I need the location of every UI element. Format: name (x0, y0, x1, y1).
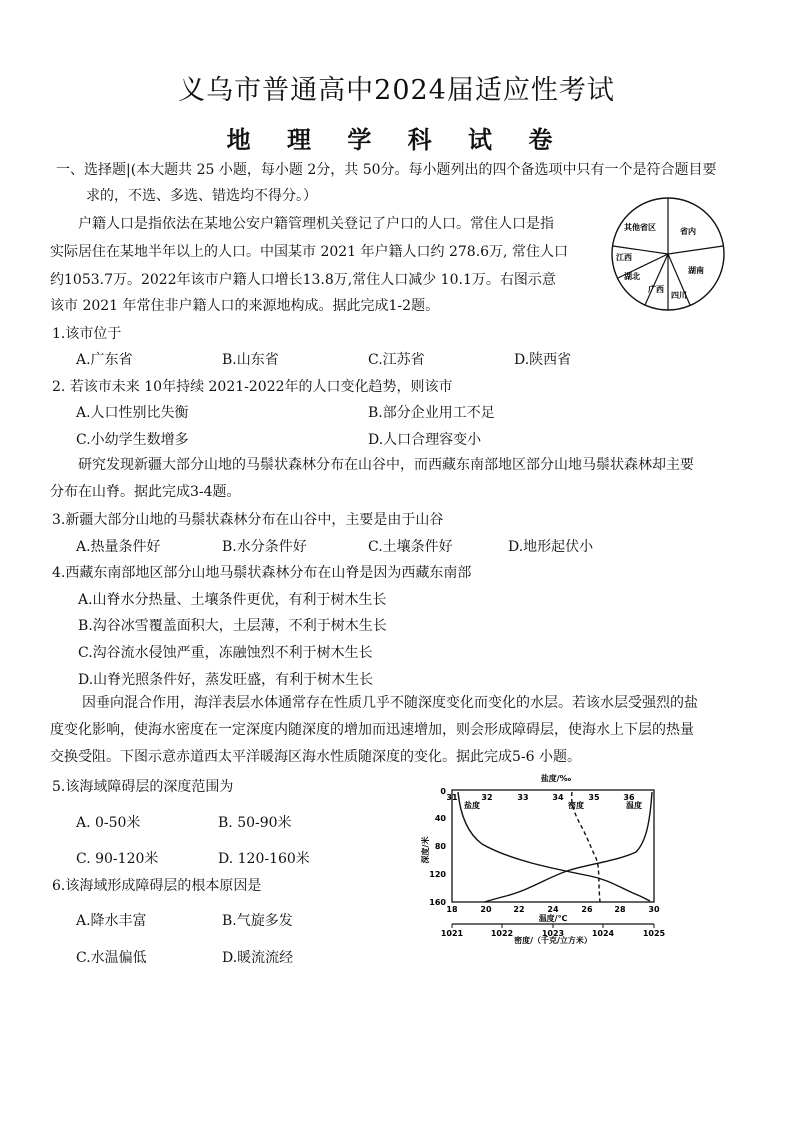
q2-option-a[interactable]: A.人口性别比失衡 (76, 405, 189, 421)
q6-option-b[interactable]: B.气旋多发 (222, 913, 293, 929)
plot-frame (452, 790, 654, 902)
q1-option-c[interactable]: C.江苏省 (368, 352, 425, 368)
passage2-line: 分布在山脊。据此完成3-4题。 (50, 484, 241, 500)
question-5-stem: 5.该海域障碍层的深度范围为 (52, 779, 234, 795)
passage2-line: 研究发现新疆大部分山地的马鬃状森林分布在山谷中，而西藏东南部地区部分山地马鬃状森林却主要 (78, 457, 694, 473)
question-2-stem: 2. 若该市未来 10年持续 2021-2022年的人口变化趋势，则该市 (52, 379, 453, 395)
salinity-curve (458, 792, 650, 901)
density-axis-label: 密度/（千克/立方米） (514, 936, 592, 944)
passage3-line: 因垂向混合作用，海洋表层水体通常存在性质几乎不随深度变化而变化的水层。若该水层受强烈的盐 (82, 695, 698, 711)
q5-option-c[interactable]: C. 90-120米 (76, 851, 159, 867)
q3-option-a[interactable]: A.热量条件好 (76, 539, 161, 555)
depth-tick: 40 (434, 814, 446, 823)
passage1-line: 实际居住在某地半年以上的人口。中国某市 2021 年户籍人口约 278.6万, 常住人口 (50, 244, 568, 260)
exam-title: 义乌市普通高中2024届适应性考试 (178, 75, 615, 106)
q1-option-b[interactable]: B.山东省 (222, 352, 279, 368)
depth-tick: 0 (440, 787, 446, 796)
question-6-stem: 6.该海域形成障碍层的根本原因是 (52, 878, 262, 894)
temperature-tick: 28 (614, 905, 626, 914)
depth-tick: 80 (434, 842, 446, 851)
curve-label: 密度 (568, 801, 584, 810)
temperature-tick: 24 (547, 905, 559, 914)
passage1-line: 约1053.7万。2022年该市户籍人口增长13.8万,常住人口减少 10.1万。右图示意 (50, 272, 556, 288)
q3-option-c[interactable]: C.土壤条件好 (368, 539, 453, 555)
section-heading-line1: 一、选择题|(本大题共 25 小题，每小题 2分，共 50分。每小题列出的四个备选项中只有一个是符合题目要 (56, 162, 717, 178)
q6-option-c[interactable]: C.水温偏低 (76, 950, 147, 966)
density-tick: 1022 (490, 929, 514, 938)
pie-label: 省内 (680, 227, 696, 236)
q4-option-d[interactable]: D.山脊光照条件好，蒸发旺盛，有利于树木生长 (78, 672, 374, 688)
population-source-pie (604, 194, 734, 314)
salinity-tick: 31 (446, 793, 458, 802)
salinity-axis-label: 盐度/‰ (540, 774, 572, 783)
temperature-tick: 26 (581, 905, 593, 914)
salinity-tick: 36 (623, 793, 635, 802)
q3-option-b[interactable]: B.水分条件好 (222, 539, 307, 555)
depth-axis-label: 深度/米 (421, 836, 430, 864)
pie-label: 四川 (671, 291, 687, 300)
q5-option-a[interactable]: A. 0-50米 (76, 815, 141, 831)
q5-option-b[interactable]: B. 50-90米 (218, 815, 292, 831)
temperature-tick: 30 (648, 905, 660, 914)
depth-tick: 120 (429, 870, 446, 879)
q2-option-c[interactable]: C.小幼学生数增多 (76, 432, 189, 448)
q5-option-d[interactable]: D. 120-160米 (218, 851, 310, 867)
curve-label: 温度 (626, 801, 642, 810)
salinity-tick: 34 (552, 793, 564, 802)
temperature-tick: 20 (480, 905, 492, 914)
density-tick: 1023 (541, 929, 565, 938)
q6-option-d[interactable]: D.暖流流经 (222, 950, 294, 966)
density-tick: 1025 (642, 929, 666, 938)
salinity-tick: 35 (588, 793, 600, 802)
pie-label: 其他省区 (624, 223, 656, 232)
temperature-tick: 22 (513, 905, 525, 914)
depth-tick: 160 (429, 898, 446, 907)
section-heading-line2: 求的，不选、多选、错选均不得分。） (86, 188, 317, 204)
density-tick: 1021 (440, 929, 464, 938)
question-4-stem: 4.西藏东南部地区部分山地马鬃状森林分布在山脊是因为西藏东南部 (52, 565, 472, 581)
pie-label: 广西 (648, 285, 664, 294)
q3-option-d[interactable]: D.地形起伏小 (508, 539, 594, 555)
temperature-tick: 18 (446, 905, 458, 914)
salinity-tick: 32 (481, 793, 493, 802)
temperature-axis-label: 温度/℃ (538, 914, 568, 923)
q4-option-c[interactable]: C.沟谷流水侵蚀严重，冻融蚀烈不利于树木生长 (78, 645, 373, 661)
salinity-tick: 33 (517, 793, 529, 802)
q1-option-a[interactable]: A.广东省 (76, 352, 133, 368)
pie-label: 湖南 (688, 266, 704, 275)
pie-label: 江西 (616, 253, 632, 262)
exam-subtitle: 地 理 学 科 试 卷 (226, 125, 567, 154)
passage3-line: 度变化影响，使海水密度在一定深度内随深度的增加而迅速增加，则会形成障碍层，使海水上下层的热量 (50, 722, 694, 738)
ocean-depth-profile-chart (410, 772, 680, 944)
question-1-stem: 1.该市位于 (52, 326, 122, 342)
question-3-stem: 3.新疆大部分山地的马鬃状森林分布在山谷中，主要是由于山谷 (52, 512, 444, 528)
passage3-line: 交换受阻。下图示意赤道西太平洋暖海区海水性质随深度的变化。据此完成5-6 小题。 (50, 749, 581, 765)
density-tick: 1024 (591, 929, 615, 938)
q6-option-a[interactable]: A.降水丰富 (76, 913, 147, 929)
pie-label: 湖北 (624, 272, 640, 281)
curve-label: 盐度 (464, 801, 480, 810)
q4-option-b[interactable]: B.沟谷冰雪覆盖面积大，土层薄，不利于树木生长 (78, 618, 387, 634)
q2-option-d[interactable]: D.人口合理容变小 (368, 432, 482, 448)
q2-option-b[interactable]: B.部分企业用工不足 (368, 405, 495, 421)
passage1-line: 户籍人口是指依法在某地公安户籍管理机关登记了户口的人口。常住人口是指 (78, 216, 554, 232)
q4-option-a[interactable]: A.山脊水分热量、土壤条件更优，有利于树木生长 (78, 592, 387, 608)
passage1-line: 该市 2021 年常住非户籍人口的来源地构成。据此完成1-2题。 (50, 298, 440, 314)
q1-option-d[interactable]: D.陕西省 (514, 352, 572, 368)
